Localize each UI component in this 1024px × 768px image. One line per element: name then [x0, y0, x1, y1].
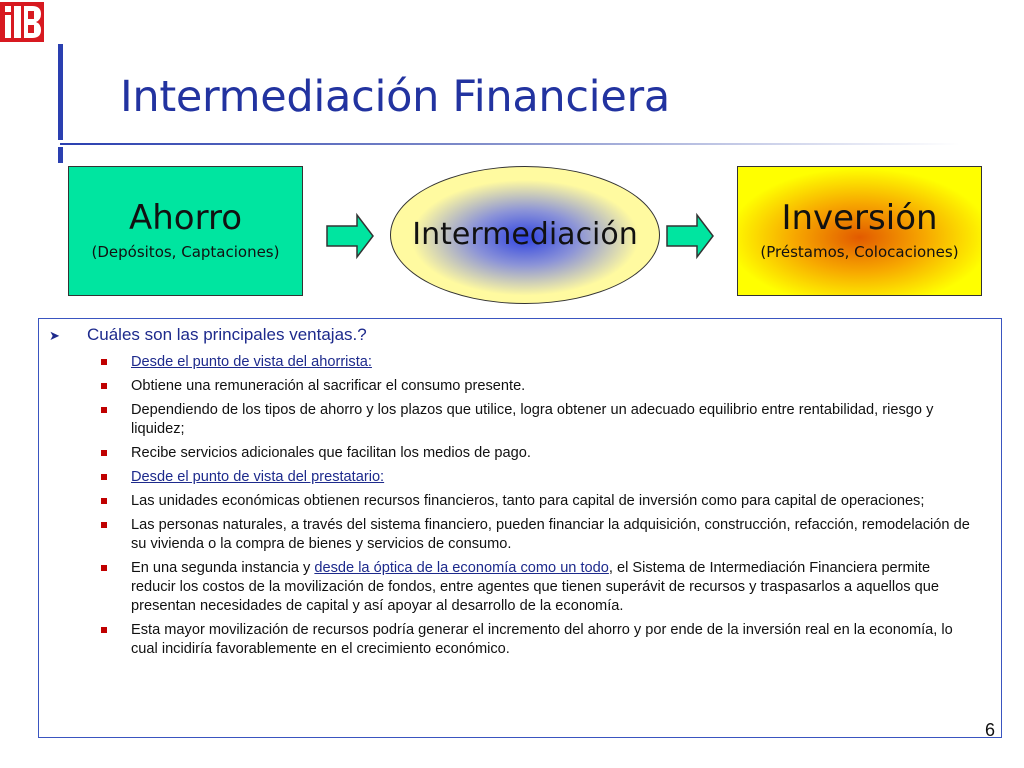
- list-item-text: Obtiene una remuneración al sacrificar el consumo presente.: [131, 378, 526, 394]
- ahorro-label: Ahorro: [128, 198, 243, 238]
- list-item: [95, 621, 975, 659]
- square-bullet-icon: [101, 498, 107, 504]
- right-arrow-icon: [665, 212, 715, 260]
- slide-title: Intermediación Financiera: [120, 72, 670, 122]
- square-bullet-icon: [101, 565, 107, 571]
- content-panel: [38, 318, 1002, 738]
- ahorro-sublabel: (Depósitos, Captaciones): [91, 243, 280, 261]
- square-bullet-icon: [101, 627, 107, 633]
- list-item: [95, 559, 975, 616]
- section-link-ahorrista[interactable]: Desde el punto de vista del ahorrista:: [131, 354, 372, 370]
- inversion-sublabel: (Préstamos, Colocaciones): [760, 243, 959, 261]
- content-heading-text: Cuáles son las principales ventajas.?: [87, 325, 367, 344]
- bullet-list: [95, 353, 975, 664]
- square-bullet-icon: [101, 407, 107, 413]
- page-number: 6: [984, 720, 995, 740]
- title-accent-bar: [58, 44, 63, 140]
- right-arrow-icon: [325, 212, 375, 260]
- list-item-text-pre: En una segunda instancia y: [131, 560, 315, 576]
- list-item-text: Recibe servicios adicionales que facilitan los medios de pago.: [131, 445, 531, 461]
- bank-logo-icon: [0, 0, 44, 44]
- square-bullet-icon: [101, 359, 107, 365]
- chevron-right-icon: ➤: [49, 328, 60, 343]
- list-item-text: Esta mayor movilización de recursos podría generar el incremento del ahorro y por ende de la inversión real en la economía, lo cual incidiría favorablemente en el crecimiento económico.: [131, 622, 953, 657]
- content-heading: [49, 325, 367, 345]
- list-item: [95, 401, 975, 439]
- intermediacion-ellipse: [390, 166, 660, 304]
- inversion-label: Inversión: [781, 198, 938, 238]
- list-item: [95, 492, 975, 511]
- intermediacion-label: Intermediación: [412, 217, 638, 252]
- list-item-text: Las personas naturales, a través del sistema financiero, pueden financiar la adquisición, construcción, refacción, remodelación de su vivienda o la compra de bienes y servicios de consumo.: [131, 517, 970, 552]
- list-item: [95, 353, 975, 372]
- square-bullet-icon: [101, 522, 107, 528]
- list-item-text-post: , el Sistema de Intermediación Financiera permite reducir los costos de la movilización de fondos, entre agentes que tienen superávit de recursos y traspasarlos a aquellos que presentan necesidades de capital y así apoyar al desarrollo de la economía.: [131, 560, 939, 614]
- title-accent-bar-small: [58, 147, 63, 163]
- ahorro-box: [68, 166, 303, 296]
- inversion-box: [737, 166, 982, 296]
- title-underline: [60, 143, 960, 145]
- economia-link[interactable]: desde la óptica de la economía como un todo: [314, 560, 609, 576]
- list-item: [95, 516, 975, 554]
- list-item-text: Las unidades económicas obtienen recursos financieros, tanto para capital de inversión como para capital de operaciones;: [131, 493, 925, 509]
- list-item: [95, 377, 975, 396]
- list-item: [95, 468, 975, 487]
- square-bullet-icon: [101, 474, 107, 480]
- square-bullet-icon: [101, 383, 107, 389]
- list-item-text: Dependiendo de los tipos de ahorro y los plazos que utilice, logra obtener un adecuado equilibrio entre rentabilidad, riesgo y liquidez;: [131, 402, 934, 437]
- square-bullet-icon: [101, 450, 107, 456]
- list-item: [95, 444, 975, 463]
- section-link-prestatario[interactable]: Desde el punto de vista del prestatario:: [131, 469, 385, 485]
